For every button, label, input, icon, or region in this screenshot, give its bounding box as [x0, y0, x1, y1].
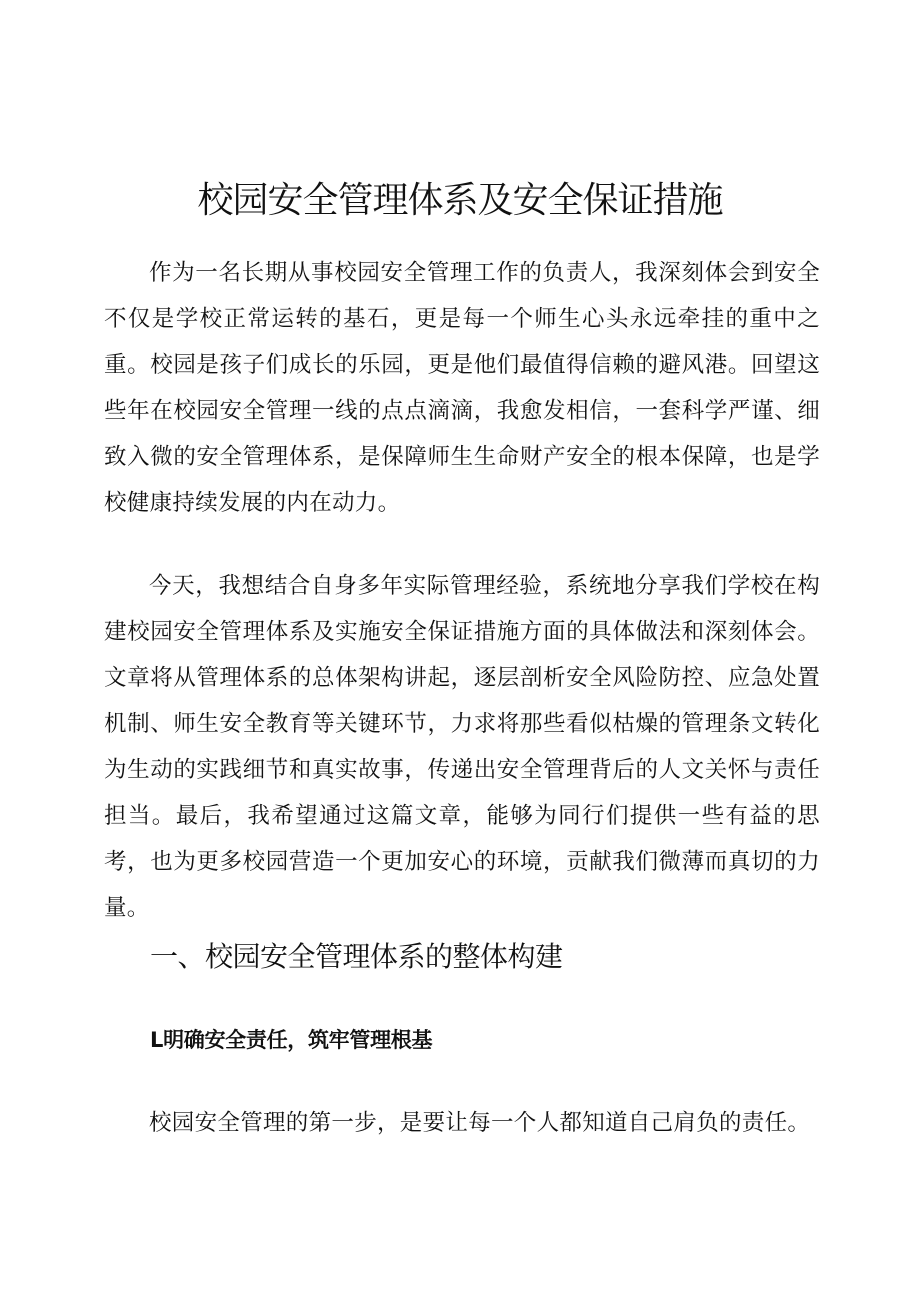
section-paragraph: 校园安全管理的第一步，是要让每一个人都知道自己肩负的责任。: [149, 1110, 811, 1136]
intro-paragraph-2: 今天，我想结合自身多年实际管理经验，系统地分享我们学校在构建校园安全管理体系及实施安全保证措施方面的具体做法和深刻体会。文章将从管理体系的总体架构讲起，逐层剖析安全风险防控、应急处置机制、师生安全教育等关键环节，力求将那些看似枯燥的管理条文转化为生动的实践细节和真实故事，传递出安全管理背后的人文关怀与责任担当。最后，我希望通过这篇文章，能够为同行们提供一些有益的思考，也为更多校园营造一个更加安心的环境，贡献我们微薄而真切的力量。: [104, 573, 820, 921]
subsection-heading: L明确安全责任，筑牢管理根基: [150, 1028, 433, 1052]
section-heading: 一、校园安全管理体系的整体构建: [150, 940, 563, 973]
document-title: 校园安全管理体系及安全保证措施: [197, 180, 723, 221]
intro-paragraph-1: 作为一名长期从事校园安全管理工作的负责人，我深刻体会到安全不仅是学校正常运转的基石，更是每一个师生心头永远牵挂的重中之重。校园是孩子们成长的乐园，更是他们最值得信赖的避风港。回望这些年在校园安全管理一线的点点滴滴，我愈发相信，一套科学严谨、细致入微的安全管理体系，是保障师生生命财产安全的根本保障，也是学校健康持续发展的内在动力。: [104, 260, 820, 516]
